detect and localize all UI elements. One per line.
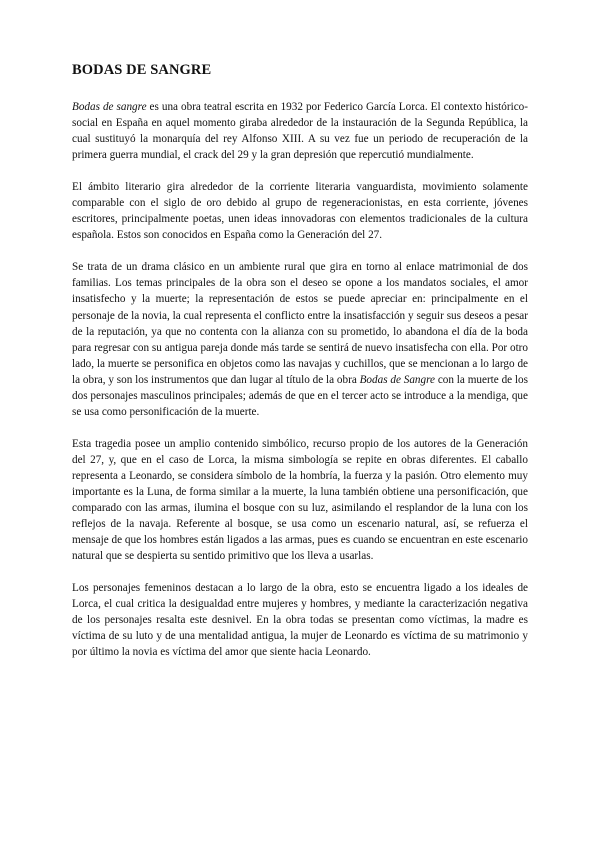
document-page [72,62,528,676]
paragraph-5 [72,580,528,660]
paragraph-3 [72,259,528,419]
paragraph-1 [72,99,528,163]
paragraph-2 [72,179,528,243]
work-title-italic: Bodas de sangre [72,101,147,113]
paragraph-text: es una obra teatral escrita en 1932 por Federico García Lorca. El contexto histórico-social en España en aquel momento giraba alrededor de la instauración de la Segunda República, la cual sustituyó la monarquía del rey Alfonso XIII. A su vez fue un periodo de recuperación de la primera guerra mundial, el crack del 29 y la gran depresión que repercutió mundialmente. [72,101,528,162]
paragraph-text: Se trata de un drama clásico en un ambiente rural que gira en torno al enlace matrimonial de dos familias. Los temas principales de la obra son el deseo se opone a los mandatos sociales, el amor insatisfecho y la muerte; la representación de estos se puede apreciar en: principalmente en el personaje de la novia, la cual representa el conflicto entre la insatisfacción y seguir sus deseos a pesar de la reputación, ya que no contenta con la alianza con su prometido, lo abandona el día de la boda para regresar con su antigua pareja donde más tarde se sentirá de nuevo insatisfecha con ella. Por otro lado, la muerte se personifica en objetos como las navajas y cuchillos, que se mencionan a lo largo de la obra, y son los instrumentos que dan lugar al título de la obra [72,261,528,386]
paragraph-text: con la muerte de los dos personajes masculinos principales; además de que en el tercer acto se introduce a la mendiga, que se usa como personificación de la muerte. [72,373,528,418]
document-title: BODAS DE SANGRE [72,62,212,78]
paragraph-text: Los personajes femeninos destacan a lo largo de la obra, esto se encuentra ligado a los ideales de Lorca, el cual critica la desigualdad entre mujeres y hombres, y mediante la caracterización negativa de los personajes resalta este desnivel. En la obra todas se presentan como víctimas, la madre es víctima de su luto y de una mentalidad antigua, la mujer de Leonardo es víctima de su matrimonio y por último la novia es víctima del amor que siente hacia Leonardo. [72,582,528,659]
paragraph-text: Esta tragedia posee un amplio contenido simbólico, recurso propio de los autores de la Generación del 27, y, que en el caso de Lorca, la misma simbología se repite en obras diferentes. El caballo representa a Leonardo, se considera símbolo de la hombría, la fuerza y la pasión. Otro elemento muy importante es la Luna, de forma similar a la muerte, la luna también obtiene una personificación, que comparado con las armas, ilumina el bosque con su luz, asimilando el resplandor de la luna con los reflejos de la navaja. Referente al bosque, se usa como un escenario natural, así, se refuerza el mensaje de que los hombres están ligados a las armas, pues es cuando se encuentran en este escenario natural que se despierta su sentido primitivo que los lleva a usarlas. [72,437,528,563]
paragraph-4 [72,436,528,564]
work-title-italic: Bodas de Sangre [359,373,436,386]
paragraph-text: El ámbito literario gira alrededor de la corriente literaria vanguardista, movimiento solamente comparable con el siglo de oro debido al grupo de regeneracionistas, en esta corriente, jóvenes escritores, principalmente poetas, unen ideas innovadoras con elementos tradicionales de la cultura española. Estos son conocidos en España como la Generación del 27. [72,181,528,242]
